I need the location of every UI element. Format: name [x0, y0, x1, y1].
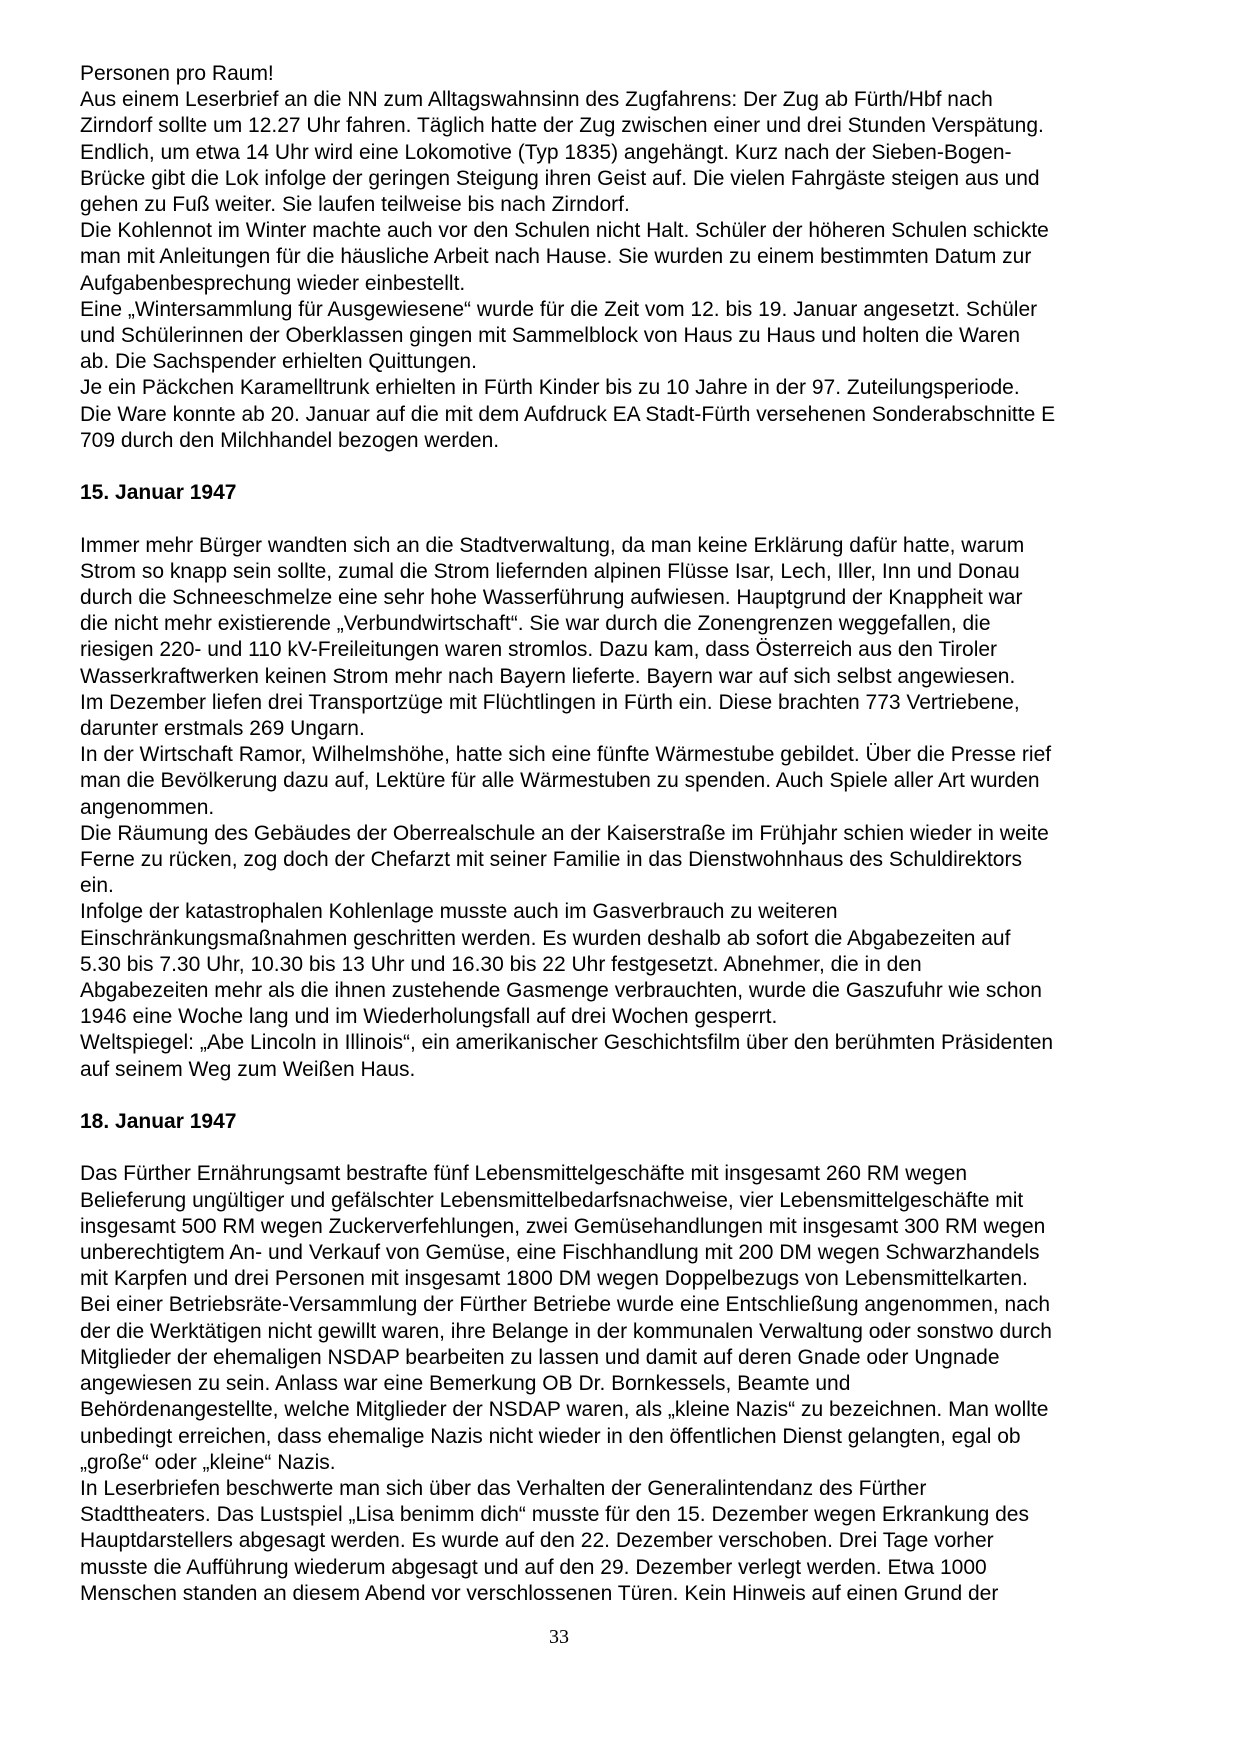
text-line: angewiesen zu sein. Anlass war eine Bemerkung OB Dr. Bornkessels, Beamte und: [80, 1372, 851, 1396]
text-line: Aus einem Leserbrief an die NN zum Alltagswahnsinn des Zugfahrens: Der Zug ab Fürth/Hbf nach: [80, 88, 993, 112]
text-line: In Leserbriefen beschwerte man sich über das Verhalten der Generalintendanz des Fürther: [80, 1476, 927, 1500]
text-line: angenommen.: [80, 795, 215, 819]
text-line: Endlich, um etwa 14 Uhr wird eine Lokomotive (Typ 1835) angehängt. Kurz nach der Sieben-Bogen-: [80, 140, 1012, 164]
text-line: Weltspiegel: „Abe Lincoln in Illinois“, ein amerikanischer Geschichtsfilm über den berühmten Präsidenten: [80, 1031, 1054, 1055]
text-line: riesigen 220- und 110 kV-Freileitungen waren stromlos. Dazu kam, dass Österreich aus den Tiroler: [80, 638, 998, 662]
text-line: Die Ware konnte ab 20. Januar auf die mit dem Aufdruck EA Stadt-Fürth versehenen Sonderabschnitte E: [80, 402, 1056, 426]
text-line: Ferne zu rücken, zog doch der Chefarzt mit seiner Familie in das Dienstwohnhaus des Schuldirektors: [80, 848, 1022, 872]
text-line: man die Bevölkerung dazu auf, Lektüre für alle Wärmestuben zu spenden. Auch Spiele aller Art wurden: [80, 769, 1040, 793]
text-line: Bei einer Betriebsräte-Versammlung der Fürther Betriebe wurde eine Entschließung angenommen, nach: [80, 1293, 1051, 1317]
text-line: man mit Anleitungen für die häusliche Arbeit nach Hause. Sie wurden zu einem bestimmten Datum zur: [80, 245, 1032, 269]
text-line: Brücke gibt die Lok infolge der geringen Steigung ihren Geist auf. Die vielen Fahrgäste steigen aus und: [80, 166, 1040, 190]
text-line: Strom so knapp sein sollte, zumal die Strom liefernden alpinen Flüsse Isar, Lech, Iller, Inn und Donau: [80, 559, 1020, 583]
text-line: ab. Die Sachspender erhielten Quittungen.: [80, 350, 477, 374]
text-line: Die Kohlennot im Winter machte auch vor den Schulen nicht Halt. Schüler der höheren Schulen schickte: [80, 219, 1049, 243]
text-line: gehen zu Fuß weiter. Sie laufen teilweise bis nach Zirndorf.: [80, 193, 630, 217]
text-line: 709 durch den Milchhandel bezogen werden.: [80, 428, 500, 452]
text-line: Das Fürther Ernährungsamt bestrafte fünf Lebensmittelgeschäfte mit insgesamt 260 RM wegen: [80, 1162, 968, 1186]
text-line: Mitglieder der ehemaligen NSDAP bearbeiten zu lassen und damit auf deren Gnade oder Ungnade: [80, 1345, 1000, 1369]
text-line: darunter erstmals 269 Ungarn.: [80, 717, 365, 741]
text-line: die nicht mehr existierende „Verbundwirtschaft“. Sie war durch die Zonengrenzen weggefallen, die: [80, 612, 991, 636]
text-line: Je ein Päckchen Karamelltrunk erhielten in Fürth Kinder bis zu 10 Jahre in der 97. Zuteilungsperiode.: [80, 376, 1020, 400]
text-line: Im Dezember liefen drei Transportzüge mit Flüchtlingen in Fürth ein. Diese brachten 773 Vertriebene,: [80, 690, 1020, 714]
page-number: 33: [549, 1626, 569, 1648]
text-line: Eine „Wintersammlung für Ausgewiesene“ wurde für die Zeit vom 12. bis 19. Januar angesetzt. Schüler: [80, 297, 1038, 321]
text-line: In der Wirtschaft Ramor, Wilhelmshöhe, hatte sich eine fünfte Wärmestube gebildet. Über die Presse rief: [80, 743, 1052, 767]
text-line: Behördenangestellte, welche Mitglieder der NSDAP waren, als „kleine Nazis“ zu bezeichnen. Man wollte: [80, 1398, 1049, 1422]
text-line: musste die Aufführung wiederum abgesagt und auf den 29. Dezember verlegt werden. Etwa 1000: [80, 1555, 987, 1579]
text-line: Einschränkungsmaßnahmen geschritten werden. Es wurden deshalb ab sofort die Abgabezeiten auf: [80, 926, 1011, 950]
text-line: Zirndorf sollte um 12.27 Uhr fahren. Täglich hatte der Zug zwischen einer und drei Stunden Verspätung.: [80, 114, 1044, 138]
text-line: Personen pro Raum!: [80, 62, 274, 85]
text-line: „große“ oder „kleine“ Nazis.: [80, 1450, 336, 1474]
text-line: 5.30 bis 7.30 Uhr, 10.30 bis 13 Uhr und 16.30 bis 22 Uhr festgesetzt. Abnehmer, die in den: [80, 952, 922, 976]
text-line: Aufgabenbesprechung wieder einbestellt.: [80, 271, 466, 295]
document-body: [80, 61, 1160, 1607]
text-line: insgesamt 500 RM wegen Zuckerverfehlungen, zwei Gemüsehandlungen mit insgesamt 300 RM wegen: [80, 1214, 1046, 1238]
text-line: Wasserkraftwerken keinen Strom mehr nach Bayern lieferte. Bayern war auf sich selbst angewiesen.: [80, 664, 1016, 688]
text-line: unberechtigtem An- und Verkauf von Gemüse, eine Fischhandlung mit 200 DM wegen Schwarzhandels: [80, 1241, 1040, 1265]
text-line: Abgabezeiten mehr als die ihnen zustehende Gasmenge verbrauchten, wurde die Gaszufuhr wie schon: [80, 979, 1042, 1003]
text-line: durch die Schneeschmelze eine sehr hohe Wasserführung aufwiesen. Hauptgrund der Knappheit war: [80, 586, 1023, 610]
text-line: Infolge der katastrophalen Kohlenlage musste auch im Gasverbrauch zu weiteren: [80, 900, 838, 924]
text-line: Die Räumung des Gebäudes der Oberrealschule an der Kaiserstraße im Frühjahr schien wieder in weite: [80, 821, 1049, 845]
text-line: unbedingt erreichen, dass ehemalige Nazis nicht wieder in den öffentlichen Dienst gelangten, egal ob: [80, 1424, 1021, 1448]
text-line: Belieferung ungültiger und gefälschter Lebensmittelbedarfsnachweise, vier Lebensmittelgeschäfte mit: [80, 1188, 1024, 1212]
text-line: Hauptdarstellers abgesagt werden. Es wurde auf den 22. Dezember verschoben. Drei Tage vorher: [80, 1529, 994, 1553]
text-line: mit Karpfen und drei Personen mit insgesamt 1800 DM wegen Doppelbezugs von Lebensmittelkarten.: [80, 1267, 1028, 1291]
text-line: ein.: [80, 874, 114, 898]
text-line: Stadttheaters. Das Lustspiel „Lisa benimm dich“ musste für den 15. Dezember wegen Erkrankung des: [80, 1503, 1029, 1527]
text-line: auf seinem Weg zum Weißen Haus.: [80, 1057, 416, 1081]
section-heading: 18. Januar 1947: [80, 1110, 237, 1134]
text-line: und Schülerinnen der Oberklassen gingen mit Sammelblock von Haus zu Haus und holten die Waren: [80, 324, 1021, 348]
text-line: Menschen standen an diesem Abend vor verschlossenen Türen. Kein Hinweis auf einen Grund der: [80, 1581, 999, 1605]
text-line: 1946 eine Woche lang und im Wiederholungsfall auf drei Wochen gesperrt.: [80, 1005, 778, 1029]
text-line: der die Werktätigen nicht gewillt waren, ihre Belange in der kommunalen Verwaltung oder sonstwo durch: [80, 1319, 1052, 1343]
text-line: Immer mehr Bürger wandten sich an die Stadtverwaltung, da man keine Erklärung dafür hatte, warum: [80, 533, 1025, 557]
section-heading: 15. Januar 1947: [80, 481, 237, 505]
